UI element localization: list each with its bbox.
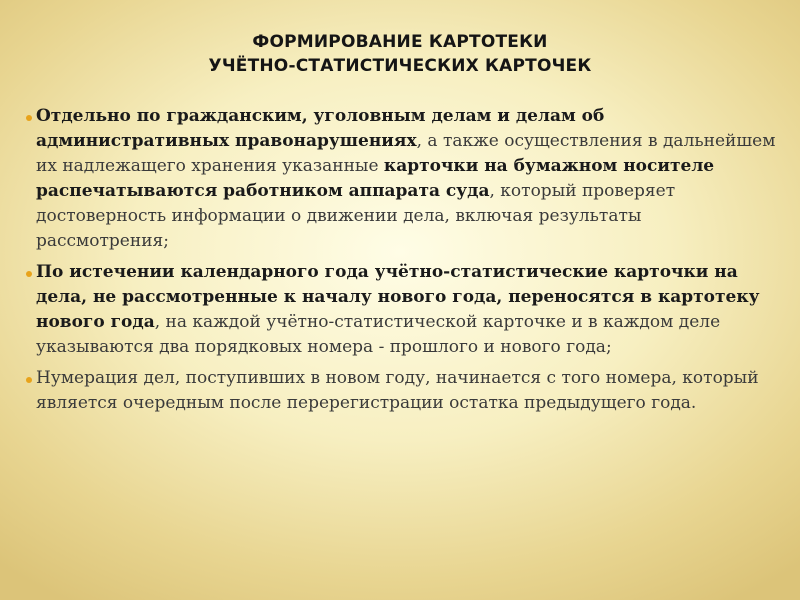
- title-line-1: ФОРМИРОВАНИЕ КАРТОТЕКИ: [252, 32, 548, 52]
- bullet-2-bold-1: По истечении календарного года учётно-статистические карточки на дела, не рассмотренные к началу нового года, переносятся в картотеку нового года: [36, 262, 760, 332]
- bullet-3-text-1: Нумерация дел, поступивших в новом году, начинается с того номера, который является очередным после перерегистрации остатка предыдущего года.: [36, 368, 759, 413]
- bullet-list: [36, 104, 776, 422]
- title-line-2: УЧЁТНО-СТАТИСТИЧЕСКИХ КАРТОЧЕК: [208, 56, 592, 76]
- bullet-item-1: [36, 104, 776, 254]
- bullet-item-2: [36, 260, 776, 360]
- bullet-1-text-1: , а также осуществления в дальнейшем их надлежащего хранения указанные: [36, 131, 776, 176]
- bullet-1-bold-2: карточки на бумажном носителе распечатываются работником аппарата суда: [36, 156, 715, 201]
- bullet-dot-icon: [26, 271, 32, 277]
- bullet-dot-icon: [26, 377, 32, 383]
- bullet-item-3: [36, 366, 776, 416]
- slide-title: [0, 30, 800, 78]
- bullet-2-text-1: , на каждой учётно-статистической карточке и в каждом деле указываются два порядковых номера - прошлого и нового года;: [36, 312, 721, 357]
- bullet-1-bold-1: Отдельно по гражданским, уголовным делам и делам об административных правонарушениях: [36, 106, 605, 151]
- bullet-1-text-2: , который проверяет достоверность информации о движении дела, включая результаты рассмотрения;: [36, 181, 676, 251]
- bullet-dot-icon: [26, 115, 32, 121]
